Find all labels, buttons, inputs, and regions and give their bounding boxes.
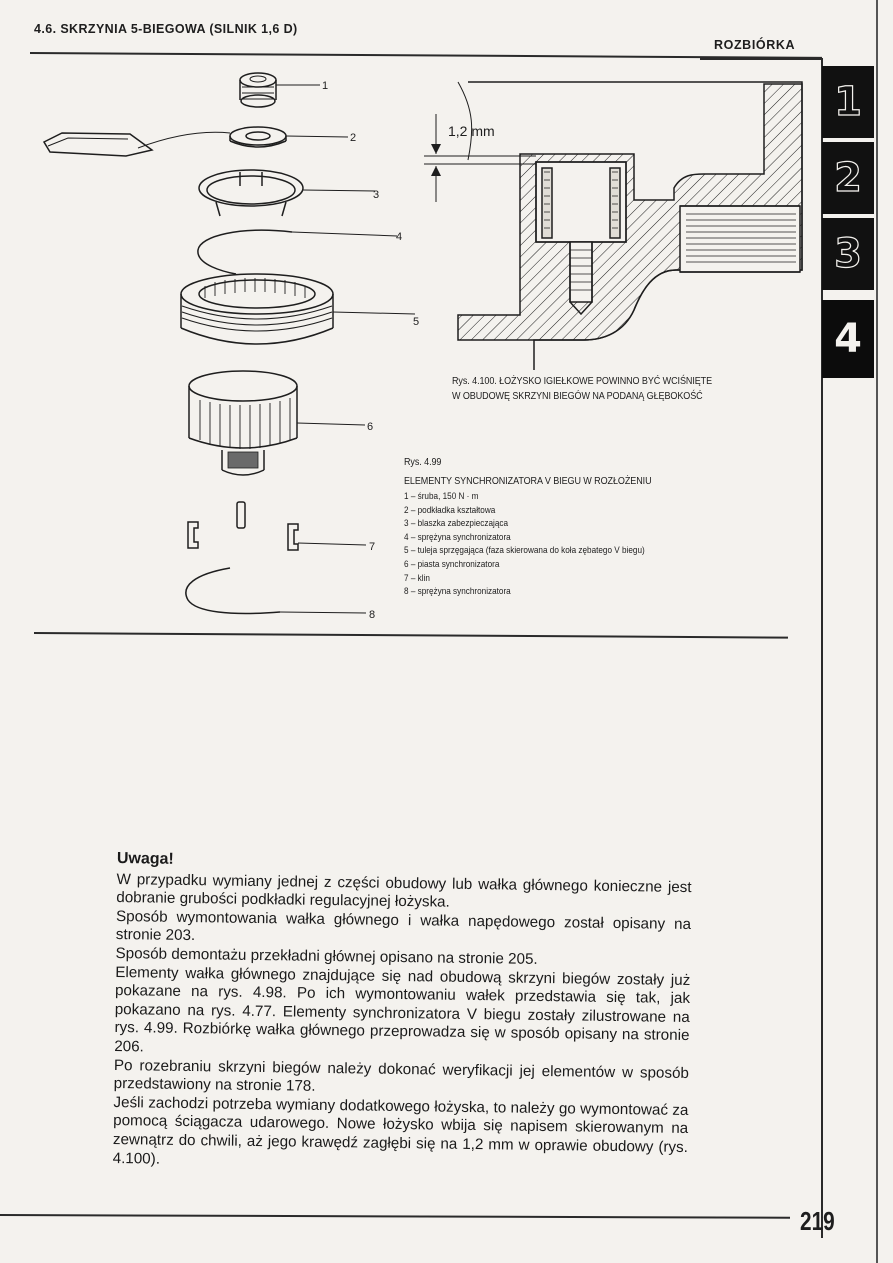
dimension-label: 1,2 mm <box>448 123 495 139</box>
callout-2: 2 <box>350 132 357 144</box>
part-washer <box>44 127 348 156</box>
legend-item-2: 2 – podkładka kształtowa <box>404 504 496 516</box>
callout-4: 4 <box>396 231 403 243</box>
legend-item-1: 1 – śruba, 150 N · m <box>404 491 479 502</box>
part-spring-upper <box>198 230 397 274</box>
synchronizer-exploded-drawing <box>30 60 440 630</box>
page-number: 219 <box>800 1206 835 1236</box>
part-bolt <box>240 73 320 107</box>
callout-8: 8 <box>369 609 376 621</box>
figure-100-caption-line1: Rys. 4.100. ŁOŻYSKO IGIEŁKOWE POWINNO BYĆ WCIŚNIĘTE <box>452 375 713 387</box>
part-keys <box>188 502 366 550</box>
chapter-heading: ROZBIÓRKA <box>714 38 796 52</box>
legend-item-3: 3 – blaszka zabezpieczająca <box>404 518 509 530</box>
callout-5: 5 <box>413 316 420 328</box>
legend-item-8: 8 – sprężyna synchronizatora <box>404 586 511 598</box>
callout-1: 1 <box>322 80 329 92</box>
figure-99-label: Rys. 4.99 <box>404 456 442 468</box>
callout-7: 7 <box>369 541 376 553</box>
margin-line-outer <box>876 0 878 1263</box>
chapter-tab-1[interactable]: 1 <box>822 66 874 138</box>
part-locking-plate <box>199 170 375 216</box>
note-paragraph-3: Sposób demontażu przekładni głównej opisano na stronie 205. <box>115 944 538 968</box>
callout-3: 3 <box>373 189 380 201</box>
legend-item-7: 7 – klin <box>404 572 430 584</box>
part-spring-lower <box>186 568 366 614</box>
note-paragraph-4: Elementy wałka głównego znajdujące się nad obudową skrzyni biegów zostały już pokazane na rys. 4.98. Po ich wymontowaniu wałek przedstawia się tak, jak pokazano na rys. 4.77. Elementy synchronizatora V biegu zostały zilustrowane na rys. 4.99. Rozbiórkę wałka głównego przeprowadza się w sposób opisany na stronie 206. <box>114 963 691 1056</box>
note-title: Uwaga! <box>116 850 174 868</box>
bearing-section-drawing <box>424 70 809 370</box>
note-paragraph-1: W przypadku wymiany jednej z części obudowy lub wałka głównego konieczne jest dobranie grubości podkładki regulacyjnej łożyska. <box>116 870 692 911</box>
part-sliding-sleeve <box>181 274 415 344</box>
note-block <box>113 850 692 1176</box>
legend-item-4: 4 – sprężyna synchronizatora <box>404 531 511 543</box>
note-paragraph-6: Jeśli zachodzi potrzeba wymiany dodatkowego łożyska, to należy go wymontować za pomocą ściągacza udarowego. Nowe łożysko wbija się napisem skierowanym na zewnątrz do chwili, aż jego krawędź zagłębi się na 1,2 mm w oprawie obudowy (rys. 4.100). <box>112 1093 689 1168</box>
callout-6: 6 <box>367 421 374 433</box>
figures-divider <box>34 632 788 638</box>
chapter-tab-3[interactable]: 3 <box>822 218 874 290</box>
legend-item-6: 6 – piasta synchronizatora <box>404 558 500 570</box>
note-paragraph-5: Po rozebraniu skrzyni biegów należy dokonać weryfikacji jej elementów w sposób przedstawiony na stronie 178. <box>113 1056 690 1095</box>
figure-100-caption-line2: W OBUDOWĘ SKRZYNI BIEGÓW NA PODANĄ GŁĘBOKOŚĆ <box>452 390 703 402</box>
legend-item-5: 5 – tuleja sprzęgająca (faza skierowana do koła zębatego V biegu) <box>404 545 645 557</box>
note-paragraph-2: Sposób wymontowania wałka głównego i wałka napędowego został opisany na stronie 203. <box>115 907 692 945</box>
figure-99-title: ELEMENTY SYNCHRONIZATORA V BIEGU W ROZŁOŻENIU <box>404 475 652 487</box>
section-heading: 4.6. SKRZYNIA 5-BIEGOWA (SILNIK 1,6 D) <box>34 22 298 36</box>
header-rule-2 <box>700 58 822 60</box>
part-hub <box>189 371 365 475</box>
footer-rule <box>0 1214 790 1218</box>
chapter-tab-2[interactable]: 2 <box>822 142 874 214</box>
figure-99-legend <box>404 490 684 599</box>
chapter-tab-4[interactable]: 4 <box>822 300 874 378</box>
